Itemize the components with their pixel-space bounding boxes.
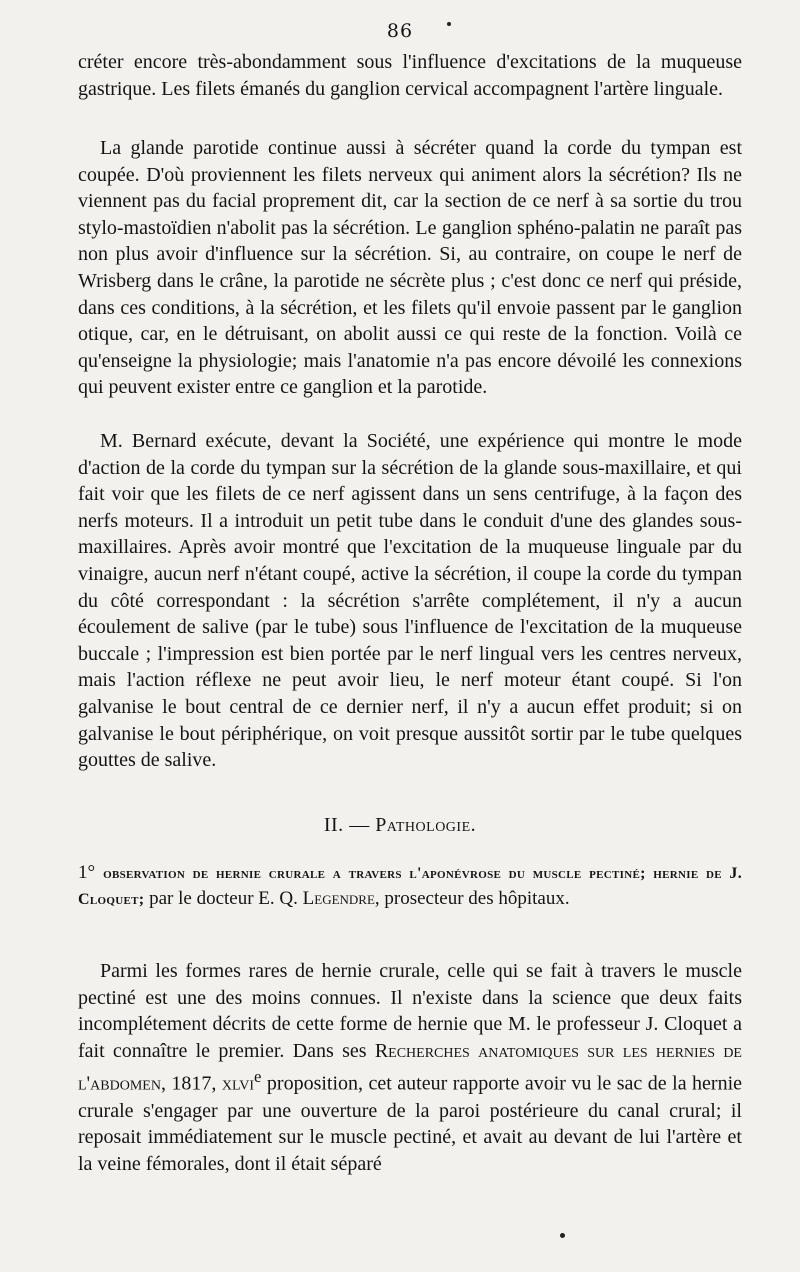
reference-title: Recherches anatomiques sur les hernies de l'abdomen: [78, 1039, 742, 1096]
ink-dot: [447, 22, 451, 26]
paragraph-hernia: [78, 958, 742, 1177]
ink-spot: [560, 1233, 565, 1238]
section-numeral: II.: [323, 814, 344, 836]
paragraph-hernia-end: proposition, cet auteur rapporte avoir vu le sac de la hernie crurale s'engager par une ouverture de la paroi postérieure du canal crural; il reposait immédiatement sur le muscle pectiné, et avait au devant de lui l'artère et la veine fémorales, dont il était séparé: [78, 1073, 743, 1175]
section-heading: [0, 814, 800, 837]
observation-author: Legendre: [302, 888, 375, 909]
paragraph-parotid: La glande parotide continue aussi à sécréter quand la corde du tympan est coupée. D'où proviennent les filets nerveux qui animent alors la sécrétion? Ils ne viennent pas du facial proprement dit, car la section de ce nerf à sa sortie du trou stylo-mastoïdien n'abolit pas la sécrétion. Le ganglion sphéno-palatin ne paraît pas non plus avoir d'influence sur la sécrétion. Si, au contraire, on coupe le nerf de Wrisberg dans le crâne, la parotide ne sécrète plus ; c'est donc ce nerf qui préside, dans ces conditions, à la sécrétion, et les filets qu'il envoie passent par le ganglion otique, car, en le détruisant, on abolit aussi ce qui reste de la fonction. Voilà ce qu'enseigne la physiologie; mais l'anatomie n'a pas encore dévoilé les connexions qui peuvent exister entre ce ganglion et la parotide.: [78, 137, 742, 399]
paragraph-bernard-experiment: M. Bernard exécute, devant la Société, une expérience qui montre le mode d'action de la corde du tympan sur la sécrétion de la glande sous-maxillaire, et qui fait voir que les filets de ce nerf agissent dans un sens centrifuge, à la façon des nerfs moteurs. Il a introduit un petit tube dans le conduit d'une des glandes sous-maxillaires. Après avoir montré que l'excitation de la muqueuse linguale par du vinaigre, aucun nerf n'étant coupé, active la sécrétion, il coupe la corde du tympan du côté correspondant : la sécrétion s'arrête complétement, il n'y a aucun écoulement de salive (par le tube) sous l'influence de l'excitation de la muqueuse buccale ; l'impression est bien portée par le nerf lingual vers les centres nerveux, mais l'action réflexe ne peut avoir lieu, le nerf moteur étant coupé. Si l'on galvanise le bout central de ce dernier nerf, il n'y a aucun effet produit; si on galvanise le bout périphérique, on voit presque aussitôt sortir par le tube quelques gouttes de salive.: [78, 430, 742, 772]
observation-title: observation de hernie crurale a travers l'aponévrose du muscle pectiné; hernie de J. Cloquet;: [78, 865, 743, 908]
paragraph-hernia-year: , 1817,: [160, 1073, 222, 1096]
page-number: 86: [386, 20, 414, 42]
proposition-suffix: e: [254, 1067, 262, 1087]
paragraph-hernia-start: Parmi les formes rares de hernie crurale, celle qui se fait à travers le muscle pectiné est une des moins connues. Il n'existe dans la science que deux faits incomplétement décrits de cette forme de hernie que M. le professeur J. Cloquet a fait connaître le premier. Dans ses: [78, 960, 742, 1062]
observation-number: 1°: [78, 862, 96, 883]
section-dash: —: [349, 814, 370, 836]
observation-byline: par le docteur E. Q.: [144, 888, 303, 909]
proposition-numeral: xlvi: [221, 1073, 255, 1096]
observation-role: , prosecteur des hôpitaux.: [374, 888, 570, 909]
paragraph-continuation: créter encore très-abondamment sous l'influence d'excitations de la muqueuse gastrique. Les filets émanés du ganglion cervical accompagnent l'artère linguale.: [78, 51, 742, 100]
section-title: Pathologie.: [375, 814, 477, 836]
observation-heading: [78, 860, 742, 912]
